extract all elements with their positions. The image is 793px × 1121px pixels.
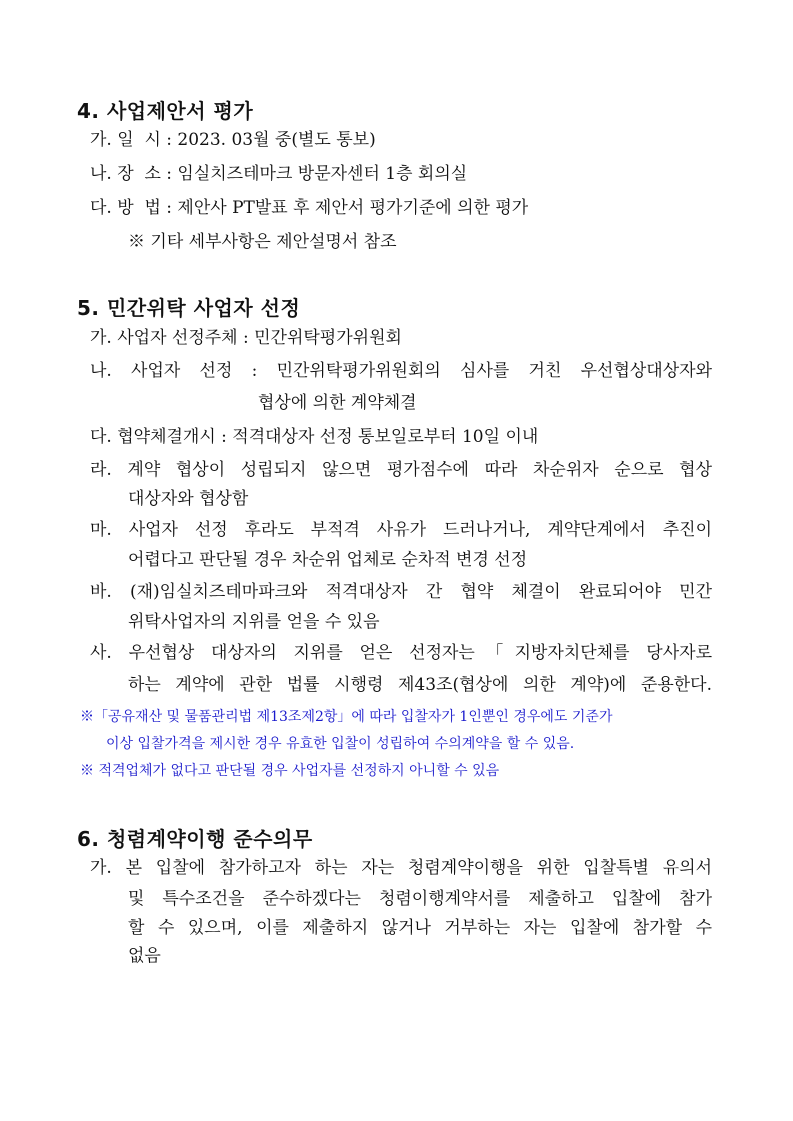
section-5-item-sa-cont: 하는 계약에 관한 법률 시행령 제43조(협상에 의한 계약)에 준용한다. bbox=[128, 675, 712, 695]
section-5-item-ba: 바. (재)임실치즈테마파크와 적격대상자 간 협약 체결이 완료되어야 민간 bbox=[90, 582, 712, 602]
section-5-item-ma: 마. 사업자 선정 후라도 부적격 사유가 드러나거나, 계약단계에서 추진이 bbox=[90, 520, 712, 540]
section-5-item-ra: 라. 계약 협상이 성립되지 않으면 평가점수에 따라 차순위자 순으로 협상 bbox=[90, 460, 712, 480]
section-5-item-sa: 사. 우선협상 대상자의 지위를 얻은 선정자는「지방자치단체를 당사자로 bbox=[90, 643, 712, 663]
section-5-item-ma-cont: 어렵다고 판단될 경우 차순위 업체로 순차적 변경 선정 bbox=[128, 550, 528, 570]
section-5-item-na: 나. 사업자 선정 : 민간위탁평가위원회의 심사를 거친 우선협상대상자와 bbox=[90, 361, 712, 381]
section-5-item-da: 다. 협약체결개시 : 적격대상자 선정 통보일로부터 10일 이내 bbox=[90, 427, 539, 447]
section-5-heading: 5. 민간위탁 사업자 선정 bbox=[77, 296, 301, 320]
section-5-note-1-cont: 이상 입찰가격을 제시한 경우 유효한 입찰이 성립하여 수의계약을 할 수 있음. bbox=[106, 736, 575, 752]
section-5-item-ga: 가. 사업자 선정주체 : 민간위탁평가위원회 bbox=[90, 328, 402, 348]
section-5-note-2: ※ 적격업체가 없다고 판단될 경우 사업자를 선정하지 아니할 수 있음 bbox=[80, 763, 500, 779]
section-4-reference-note: ※ 기타 세부사항은 제안설명서 참조 bbox=[128, 232, 397, 252]
section-5-item-na-cont: 협상에 의한 계약체결 bbox=[258, 393, 417, 413]
section-6-item-ga-cont-1: 및 특수조건을 준수하겠다는 청렴이행계약서를 제출하고 입찰에 참가 bbox=[128, 889, 712, 909]
section-4-item-place: 나. 장 소 : 임실치즈테마크 방문자센터 1층 회의실 bbox=[90, 164, 468, 184]
section-4-item-method: 다. 방 법 : 제안사 PT발표 후 제안서 평가기준에 의한 평가 bbox=[90, 198, 529, 218]
section-6-item-ga-cont-3: 없음 bbox=[128, 946, 161, 966]
section-6-item-ga: 가. 본 입찰에 참가하고자 하는 자는 청렴계약이행을 위한 입찰특별 유의서 bbox=[90, 858, 712, 878]
section-6-heading: 6. 청렴계약이행 준수의무 bbox=[77, 827, 313, 851]
section-5-item-ba-cont: 위탁사업자의 지위를 얻을 수 있음 bbox=[128, 612, 380, 632]
section-6-item-ga-cont-2: 할 수 있으며, 이를 제출하지 않거나 거부하는 자는 입찰에 참가할 수 bbox=[128, 918, 712, 938]
section-4-heading: 4. 사업제안서 평가 bbox=[77, 99, 254, 123]
section-5-item-ra-cont: 대상자와 협상함 bbox=[128, 489, 249, 509]
section-4-item-date: 가. 일 시 : 2023. 03월 중(별도 통보) bbox=[90, 130, 376, 150]
section-5-note-1: ※「공유재산 및 물품관리법 제13조제2항」에 따라 입찰자가 1인뿐인 경우에도 기준가 bbox=[80, 709, 613, 725]
